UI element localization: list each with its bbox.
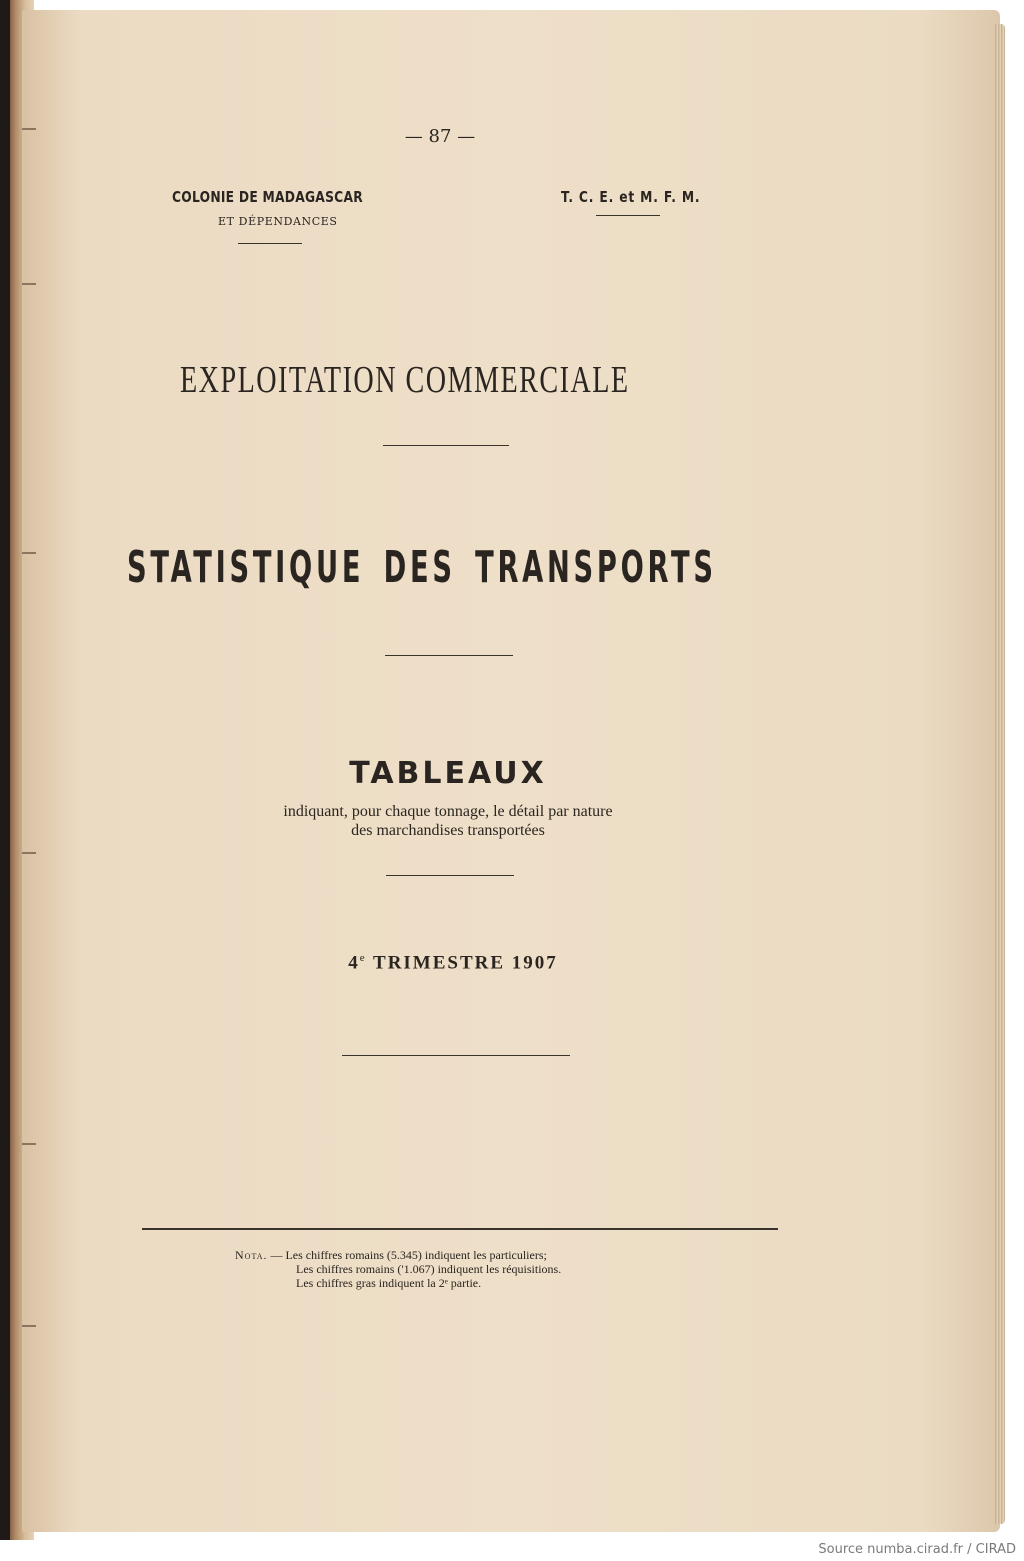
header-colony: COLONIE DE MADAGASCAR	[172, 188, 363, 206]
nota-line3: Les chiffres gras indiquent la 2ᵉ partie.	[296, 1276, 482, 1290]
source-caption: Source numba.cirad.fr / CIRAD	[818, 1542, 1016, 1557]
header-right-rule	[596, 215, 660, 216]
tableaux-rule	[386, 875, 514, 876]
period-rule	[342, 1055, 570, 1056]
binding-stitch	[22, 852, 36, 854]
period-number: 4	[348, 952, 360, 974]
tableaux-subtitle-line2: des marchandises transportées	[351, 822, 545, 839]
binding-stitch	[22, 283, 36, 285]
title-rule-1	[383, 445, 509, 446]
tableaux-subtitle-line1: indiquant, pour chaque tonnage, le détail par nature	[283, 803, 613, 820]
title-rule-2	[385, 655, 513, 656]
period-label	[0, 952, 906, 974]
nota-line1	[235, 1248, 547, 1263]
header-dependencies: ET DÉPENDANCES	[218, 215, 338, 228]
nota-text1: — Les chiffres romains (5.345) indiquent les particuliers;	[270, 1248, 547, 1262]
main-title: EXPLOITATION COMMERCIALE	[180, 359, 630, 401]
page-number: — 87 —	[404, 126, 476, 147]
period-text: TRIMESTRE 1907	[373, 952, 558, 974]
header-left-rule	[238, 243, 302, 244]
section-title: STATISTIQUE DES TRANSPORTS	[127, 542, 717, 593]
binding-stitch	[22, 552, 36, 554]
nota-label: Nota.	[235, 1248, 268, 1262]
period-suffix: e	[359, 952, 367, 964]
nota-separator	[142, 1228, 778, 1230]
nota-line2: Les chiffres romains ('1.067) indiquent les réquisitions.	[296, 1262, 562, 1276]
binding-stitch	[22, 1143, 36, 1145]
page-edges	[995, 24, 1005, 1524]
header-railway: T. C. E. et M. F. M.	[561, 188, 701, 206]
binding-stitch	[22, 1325, 36, 1327]
tableaux-heading: TABLEAUX	[349, 756, 547, 791]
